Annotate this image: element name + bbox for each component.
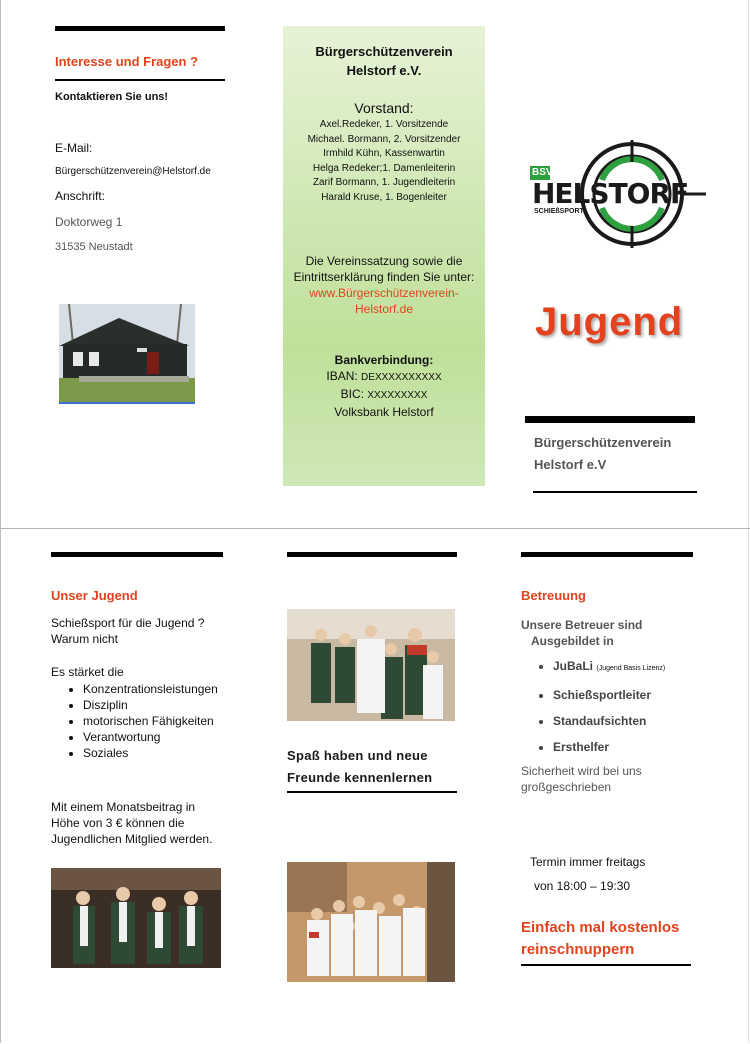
bic-label: BIC: (340, 387, 364, 401)
strengthens-label: Es stärket die (51, 665, 124, 679)
iban-value: DEXXXXXXXXXX (361, 372, 442, 383)
intro-line1: Unsere Betreuer sind (521, 618, 643, 632)
board-list (283, 118, 485, 205)
logo-subtitle: SCHIEßSPORT (534, 208, 584, 215)
safety-line2: großgeschrieben (521, 780, 612, 794)
statute-line2: Eintrittserklärung finden Sie unter: (293, 270, 475, 284)
list-item: • Disziplin (83, 697, 218, 713)
heading-rule (55, 79, 225, 81)
statute-line1: Die Vereinssatzung sowie die (305, 254, 463, 268)
iban-label: IBAN: (326, 369, 358, 383)
board-title: Vorstand: (354, 100, 414, 116)
club-rule-bottom (533, 491, 697, 493)
list-item: • motorischen Fähigkeiten (83, 713, 218, 729)
street: Doktorweg 1 (55, 215, 123, 229)
board-member: Helga Redeker;1. Damenleiterin (312, 162, 456, 174)
email-link[interactable]: Bürgerschützenverein@Helstorf.de (55, 166, 211, 177)
schedule-line2: von 18:00 – 19:30 (534, 879, 631, 893)
qualification-note: (Jugend Basis Lizenz) (596, 665, 666, 672)
list-item (553, 682, 665, 708)
clubhouse-photo (59, 304, 195, 404)
iban-row (283, 368, 485, 386)
intro-line2: Ausgebildet in (531, 634, 614, 648)
team-photo (287, 609, 455, 721)
club-name-line1: Bürgerschützenverein (315, 44, 453, 59)
schedule-line1: Termin immer freitags (530, 855, 646, 869)
list-item (553, 708, 665, 734)
contact-heading: Interesse und Fragen ? (55, 54, 199, 69)
caption-rule (287, 791, 457, 793)
jugend-title: Jugend (535, 300, 684, 344)
qualification-label: Ersthelfer (553, 740, 610, 754)
list-item (553, 653, 665, 682)
qualifications-list (521, 653, 665, 760)
safety-line1: Sicherheit wird bei uns (521, 764, 642, 778)
statute-info (283, 253, 485, 317)
youth-question (51, 615, 204, 647)
club-name-block (534, 432, 671, 476)
bic-row (283, 386, 485, 404)
email-label: E-Mail: (55, 141, 93, 155)
top-rule (55, 26, 225, 31)
question-line1: Schießsport für die Jugend ? (51, 616, 205, 630)
fee-line2: Höhe von 3 € können die (51, 816, 185, 830)
supervision-intro (521, 617, 642, 649)
club-line1: Bürgerschützenverein (534, 435, 672, 450)
caption-line2: Freunde kennenlernen (287, 770, 433, 785)
fee-line1: Mit einem Monatsbeitrag in (51, 800, 196, 814)
logo-name: HELSTORF (532, 177, 689, 210)
bic-value: XXXXXXXXX (367, 390, 428, 401)
cta-text (521, 917, 679, 961)
list-item: • Soziales (83, 745, 218, 761)
fee-text (51, 799, 212, 847)
list-item (553, 734, 665, 760)
bank-title: Bankverbindung: (334, 353, 434, 367)
club-rule-top (525, 416, 695, 423)
supervision-heading: Betreuung (521, 588, 586, 603)
website-link-line1[interactable]: www.Bürgerschützenverein- (309, 286, 459, 300)
contact-subheading: Kontaktieren Sie uns! (55, 91, 169, 103)
fun-caption (287, 745, 432, 789)
benefits-list (51, 681, 218, 761)
club-info-panel (283, 26, 485, 486)
board-member: Irmhild Kühn, Kassenwartin (323, 148, 445, 159)
safety-text (521, 763, 642, 795)
qualification-label: Standaufsichten (553, 714, 647, 728)
qualification-label: JuBaLi (553, 659, 594, 673)
board-member: Zarif Bormann, 1. Jugendleiterin (312, 177, 456, 188)
cta-line1: Einfach mal kostenlos (521, 919, 680, 936)
bottom-right-rule (521, 552, 693, 557)
youth-group-photo (51, 868, 221, 968)
fee-line3: Jugendlichen Mitglied werden. (51, 832, 213, 846)
bsv-logo (530, 140, 710, 248)
cta-line2: reinschnuppern (521, 941, 635, 958)
cta-rule (521, 964, 691, 966)
city: 31535 Neustadt (55, 241, 133, 253)
board-member: Axel.Redeker, 1. Vorsitzende (319, 119, 449, 130)
list-item: • Verantwortung (83, 729, 218, 745)
website-link-line2[interactable]: Helstorf.de (354, 302, 414, 316)
bank-name: Volksbank Helstorf (334, 405, 434, 419)
board-member: Michael. Bormann, 2. Vorsitzender (307, 133, 461, 145)
youth-group-image (51, 868, 221, 968)
fun-group-image (287, 862, 455, 982)
logo-abbrev: BSV (532, 167, 553, 178)
board-member: Harald Kruse, 1. Bogenleiter (321, 191, 447, 203)
caption-line1: Spaß haben und neue (287, 748, 428, 763)
bottom-left-rule (51, 552, 223, 557)
clubhouse-image (59, 304, 195, 404)
qualification-label: Schießsportleiter (553, 688, 652, 702)
address-label: Anschrift: (55, 189, 106, 203)
fun-group-photo (287, 862, 455, 982)
club-line2: Helstorf e.V (534, 457, 607, 472)
team-image (287, 609, 455, 721)
club-name-line2: Helstorf e.V. (346, 63, 422, 78)
list-item: • Konzentrationsleistungen (83, 681, 218, 697)
bank-info (283, 352, 485, 420)
youth-heading: Unser Jugend (51, 588, 138, 603)
fold-line (0, 528, 750, 529)
question-line2: Warum nicht (51, 632, 118, 646)
bottom-middle-rule (287, 552, 457, 557)
